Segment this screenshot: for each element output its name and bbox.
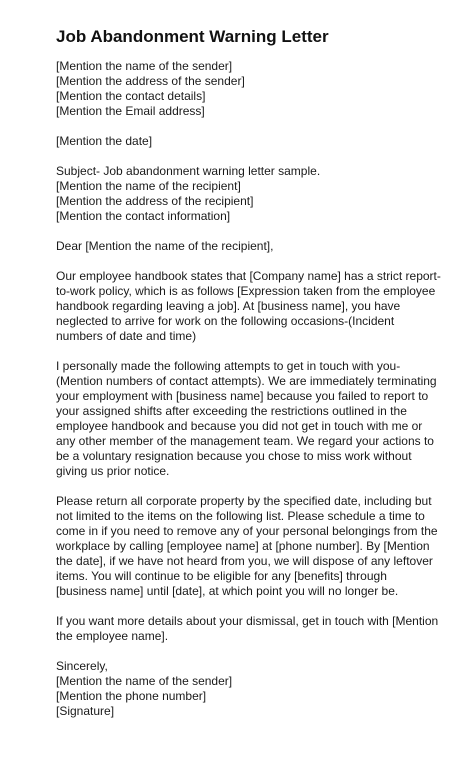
recipient-name-line: [Mention the name of the recipient]: [56, 179, 241, 193]
paragraph-line: Our employee handbook states that [Company name] has a strict report-: [56, 269, 441, 283]
sender-name-line: [Mention the name of the sender]: [56, 59, 233, 73]
paragraph-contact: [56, 614, 456, 644]
recipient-address-line: [Mention the address of the recipient]: [56, 194, 254, 208]
paragraph-line: items. You will continue to be eligible for any [benefits] through: [56, 569, 387, 583]
paragraph-line: the date], if we have not heard from you, we will dispose of any leftover: [56, 554, 433, 568]
closing-line: Sincerely,: [56, 659, 108, 673]
paragraph-line: giving us prior notice.: [56, 464, 170, 478]
paragraph-line: come in if you need to remove any of your personal belongings from the: [56, 524, 438, 538]
date-line: [Mention the date]: [56, 134, 153, 148]
paragraph-line: be a voluntary resignation because you chose to miss work without: [56, 449, 412, 463]
paragraph-line: the employee name].: [56, 629, 169, 643]
recipient-block: [56, 164, 456, 224]
sender-contact-line: [Mention the contact details]: [56, 89, 206, 103]
paragraph-termination: [56, 359, 456, 479]
paragraph-line: (Mention numbers of contact attempts). We are immediately terminating: [56, 374, 437, 388]
salutation: Dear [Mention the name of the recipient],: [56, 239, 274, 253]
letter-page: [56, 26, 456, 734]
paragraph-line: your assigned shifts after exceeding the restrictions outlined in the: [56, 404, 407, 418]
paragraph-property-return: [56, 494, 456, 599]
paragraph-line: workplace by calling [employee name] at [phone number]. By [Mention: [56, 539, 430, 553]
paragraph-line: to-work policy, which is as follows [Expression taken from the employee: [56, 284, 436, 298]
salutation-block: [56, 239, 456, 254]
signature-line: [Signature]: [56, 704, 115, 718]
closing-phone-line: [Mention the phone number]: [56, 689, 207, 703]
date-block: [56, 134, 456, 149]
recipient-contact-line: [Mention the contact information]: [56, 209, 231, 223]
letter-title: Job Abandonment Warning Letter: [56, 27, 329, 46]
paragraph-line: employee handbook and because you did not get in touch with me or: [56, 419, 423, 433]
paragraph-line: any other member of the management team. We regard your actions to: [56, 434, 434, 448]
sender-email-line: [Mention the Email address]: [56, 104, 205, 118]
paragraph-line: handbook regarding leaving a job]. At [business name], you have: [56, 299, 401, 313]
paragraph-line: If you want more details about your dismissal, get in touch with [Mention: [56, 614, 439, 628]
closing-sender-name-line: [Mention the name of the sender]: [56, 674, 233, 688]
paragraph-line: [business name] until [date], at which point you will no longer be.: [56, 584, 399, 598]
paragraph-line: neglected to arrive for work on the following occasions-(Incident: [56, 314, 395, 328]
paragraph-policy: [56, 269, 456, 344]
closing-block: [56, 659, 456, 719]
sender-block: [56, 59, 456, 119]
subject-line: Subject- Job abandonment warning letter sample.: [56, 164, 321, 178]
paragraph-line: numbers of date and time): [56, 329, 197, 343]
paragraph-line: not limited to the items on the following list. Please schedule a time to: [56, 509, 425, 523]
paragraph-line: I personally made the following attempts to get in touch with you-: [56, 359, 401, 373]
paragraph-line: Please return all corporate property by the specified date, including but: [56, 494, 432, 508]
sender-address-line: [Mention the address of the sender]: [56, 74, 245, 88]
paragraph-line: your employment with [business name] because you failed to report to: [56, 389, 429, 403]
